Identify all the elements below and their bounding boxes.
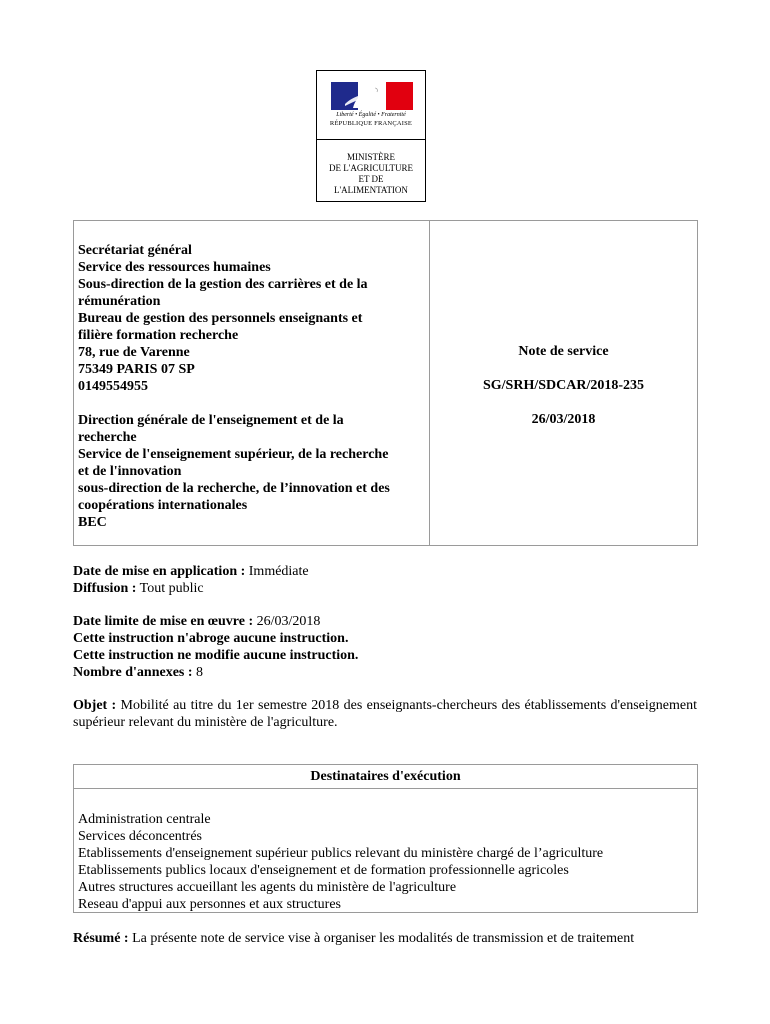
date-application [73,563,697,580]
sender-line: Service des ressources humaines [78,260,271,275]
abroge-statement: Cette instruction n'abroge aucune instruction. [73,631,349,646]
ministry-line: MINISTÈRE [347,152,395,162]
sender-line: coopérations internationales [78,498,248,513]
resume-label: Résumé : [73,931,129,946]
date-application-value: Immédiate [245,564,309,579]
destinataires-table [73,764,698,913]
sender-line: Sous-direction de la gestion des carrières et de la [78,277,368,292]
note-type: Note de service [518,344,609,359]
objet-text: Mobilité au titre du 1er semestre 2018 des enseignants-chercheurs des établissements d'enseignement supérieur relevant du ministère de l'agriculture. [73,698,697,730]
note-info [430,221,697,545]
ministry-line: L'ALIMENTATION [334,185,408,195]
sender-line: Service de l'enseignement supérieur, de la recherche [78,447,389,462]
republic-name: RÉPUBLIQUE FRANÇAISE [329,120,413,127]
ministry-line: ET DE [358,174,384,184]
list-item: Services déconcentrés [78,829,202,844]
sender-line: sous-direction de la recherche, de l’innovation et des [78,481,390,496]
diffusion-label: Diffusion : [73,581,137,596]
sender-block [74,221,430,545]
annexes-value: 8 [192,665,204,680]
sender-line: et de l'innovation [78,464,182,479]
sender-line: Secrétariat général [78,243,192,258]
ministry-line: DE L'AGRICULTURE [328,163,414,173]
resume-text: La présente note de service vise à organiser les modalités de transmission et de traitement [128,931,635,946]
list-item: Etablissements publics locaux d'enseignement et de formation professionnelle agricoles [78,863,569,878]
sender-line: Bureau de gestion des personnels enseignants et [78,311,363,326]
republic-motto: Liberté • Égalité • Fraternité [336,112,406,118]
note-reference: SG/SRH/SDCAR/2018-235 [482,378,645,393]
sender-address: 78, rue de Varenne [78,345,190,360]
annexes [73,664,697,681]
sender-city: 75349 PARIS 07 SP [78,362,195,377]
objet-label: Objet : [73,698,117,713]
sender-line: recherche [78,430,137,445]
modifie-statement: Cette instruction ne modifie aucune instruction. [73,648,359,663]
list-item: Autres structures accueillant les agents du ministère de l'agriculture [78,880,457,895]
marianne-flag-icon [331,82,413,110]
ministry-name [317,140,425,196]
destinataires-list [74,789,697,913]
date-limite-label: Date limite de mise en œuvre : [73,614,254,629]
objet-paragraph [73,697,697,731]
destinataires-title: Destinataires d'exécution [74,765,697,789]
marianne-logo [317,71,425,140]
diffusion [73,580,697,597]
sender-line: Direction générale de l'enseignement et de la [78,413,344,428]
date-application-label: Date de mise en application : [73,564,246,579]
note-date: 26/03/2018 [531,412,596,427]
sender-phone: 0149554955 [78,379,148,394]
resume-paragraph [73,930,697,947]
date-limite [73,613,697,630]
annexes-label: Nombre d'annexes : [73,665,193,680]
ministry-logo [316,70,426,202]
diffusion-value: Tout public [136,581,204,596]
list-item: Reseau d'appui aux personnes et aux structures [78,897,341,912]
header-table [73,220,698,546]
date-limite-value: 26/03/2018 [253,614,321,629]
sender-line: filière formation recherche [78,328,239,343]
list-item: Administration centrale [78,812,211,827]
list-item: Etablissements d'enseignement supérieur publics relevant du ministère chargé de l’agriculture [78,846,604,861]
sender-line: BEC [78,515,107,530]
sender-line: rémunération [78,294,161,309]
